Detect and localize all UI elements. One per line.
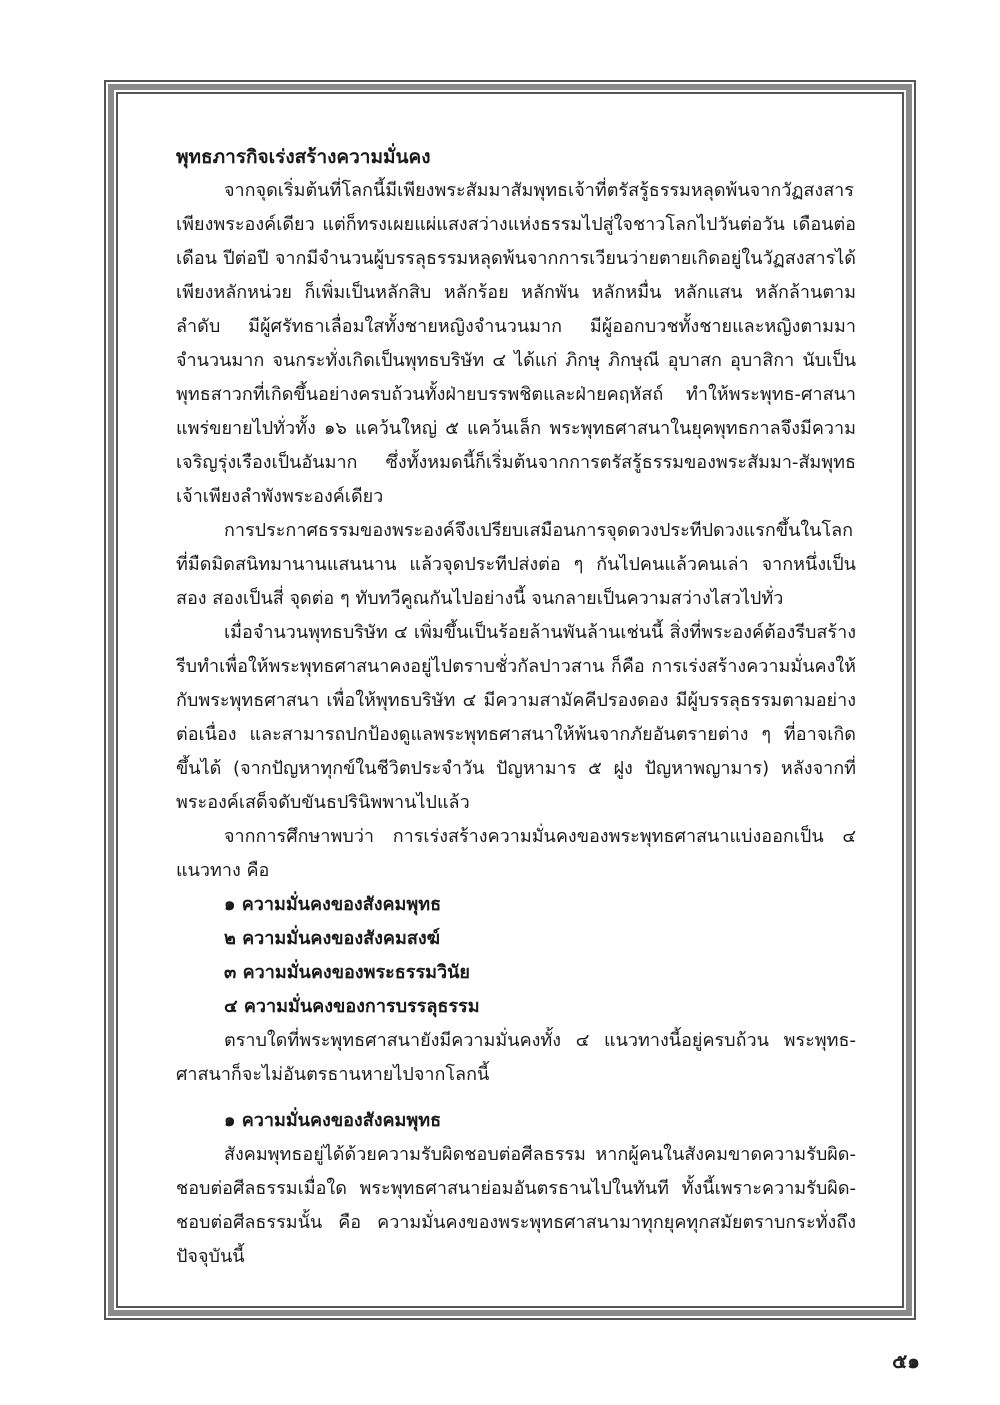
list-item: ๔ ความมั่นคงของการบรรลุธรรม (224, 996, 480, 1017)
subsection-paragraph: สังคมพุทธอยู่ได้ด้วยความรับผิดชอบต่อศีลธรรม หากผู้คนในสังคมขาดความรับผิด-ชอบต่อศีลธรรมเมื่อใด พระพุทธศาสนาย่อมอันตรธานไปในทันที ทั้งนี้เพราะความรับผิด-ชอบต่อศีลธรรมนั้น คือ ความมั่นคงของพระพุทธศาสนามาทุกยุคทุกสมัยตราบกระทั่งถึงปัจจุบันนี้ (176, 1144, 856, 1267)
list-item: ๒ ความมั่นคงของสังคมสงฆ์ (224, 928, 440, 949)
page-content (176, 140, 856, 1274)
paragraph-3: เมื่อจำนวนพุทธบริษัท ๔ เพิ่มขึ้นเป็นร้อยล้านพันล้านเช่นนี้ สิ่งที่พระองค์ต้องรีบสร้างรีบทำเพื่อให้พระพุทธศาสนาคงอยู่ไปตราบชั่วกัลปาวสาน ก็คือ การเร่งสร้างความมั่นคงให้กับพระพุทธศาสนา เพื่อให้พุทธบริษัท ๔ มีความสามัคคีปรองดอง มีผู้บรรลุธรรมตามอย่างต่อเนื่อง และสามารถปกป้องดูแลพระพุทธศาสนาให้พ้นจากภัยอันตรายต่าง ๆ ที่อาจเกิดขึ้นได้ (จากปัญหาทุกข์ในชีวิตประจำวัน ปัญหามาร ๕ ฝูง ปัญหาพญามาร) หลังจากที่พระองค์เสด็จดับขันธปรินิพพานไปแล้ว (176, 622, 856, 813)
page-number: ๕๑ (892, 1349, 920, 1373)
paragraph-4: จากการศึกษาพบว่า การเร่งสร้างความมั่นคงของพระพุทธศาสนาแบ่งออกเป็น ๔ แนวทาง คือ (176, 826, 856, 881)
closing-paragraph: ตราบใดที่พระพุทธศาสนายังมีความมั่นคงทั้ง ๔ แนวทางนี้อยู่ครบถ้วน พระพุทธ-ศาสนาก็จะไม่อันตรธานหายไปจากโลกนี้ (176, 1030, 856, 1085)
list-item: ๑ ความมั่นคงของสังคมพุทธ (224, 894, 442, 915)
list-item: ๓ ความมั่นคงของพระธรรมวินัย (224, 962, 470, 983)
paragraph-2: การประกาศธรรมของพระองค์จึงเปรียบเสมือนการจุดดวงประทีปดวงแรกขึ้นในโลกที่มืดมิดสนิทมานานแสนนาน แล้วจุดประทีปส่งต่อ ๆ กันไปคนแล้วคนเล่า จากหนึ่งเป็นสอง สองเป็นสี่ จุดต่อ ๆ ทับทวีคูณกันไปอย่างนี้ จนกลายเป็นความสว่างไสวไปทั่ว (176, 520, 856, 609)
paragraph-1: จากจุดเริ่มต้นที่โลกนี้มีเพียงพระสัมมาสัมพุทธเจ้าที่ตรัสรู้ธรรมหลุดพ้นจากวัฏสงสารเพียงพระองค์เดียว แต่ก็ทรงเผยแผ่แสงสว่างแห่งธรรมไปสู่ใจชาวโลกไปวันต่อวัน เดือนต่อเดือน ปีต่อปี จากมีจำนวนผู้บรรลุธรรมหลุดพ้นจากการเวียนว่ายตายเกิดอยู่ในวัฏสงสารได้เพียงหลักหน่วย ก็เพิ่มเป็นหลักสิบ หลักร้อย หลักพัน หลักหมื่น หลักแสน หลักล้านตามลำดับ มีผู้ศรัทธาเลื่อมใสทั้งชายหญิงจำนวนมาก มีผู้ออกบวชทั้งชายและหญิงตามมาจำนวนมาก จนกระทั่งเกิดเป็นพุทธบริษัท ๔ ได้แก่ ภิกษุ ภิกษุณี อุบาสก อุบาสิกา นับเป็นพุทธสาวกที่เกิดขึ้นอย่างครบถ้วนทั้งฝ่ายบรรพชิตและฝ่ายคฤหัสถ์ ทำให้พระพุทธ-ศาสนาแพร่ขยายไปทั่วทั้ง ๑๖ แคว้นใหญ่ ๕ แคว้นเล็ก พระพุทธศาสนาในยุคพุทธกาลจึงมีความเจริญรุ่งเรืองเป็นอันมาก ซึ่งทั้งหมดนี้ก็เริ่มต้นจากการตรัสรู้ธรรมของพระสัมมา-สัมพุทธเจ้าเพียงลำพังพระองค์เดียว (176, 180, 856, 507)
section-heading: พุทธภารกิจเร่งสร้างความมั่นคง (176, 146, 431, 168)
subsection-heading: ๑ ความมั่นคงของสังคมพุทธ (224, 1110, 442, 1131)
